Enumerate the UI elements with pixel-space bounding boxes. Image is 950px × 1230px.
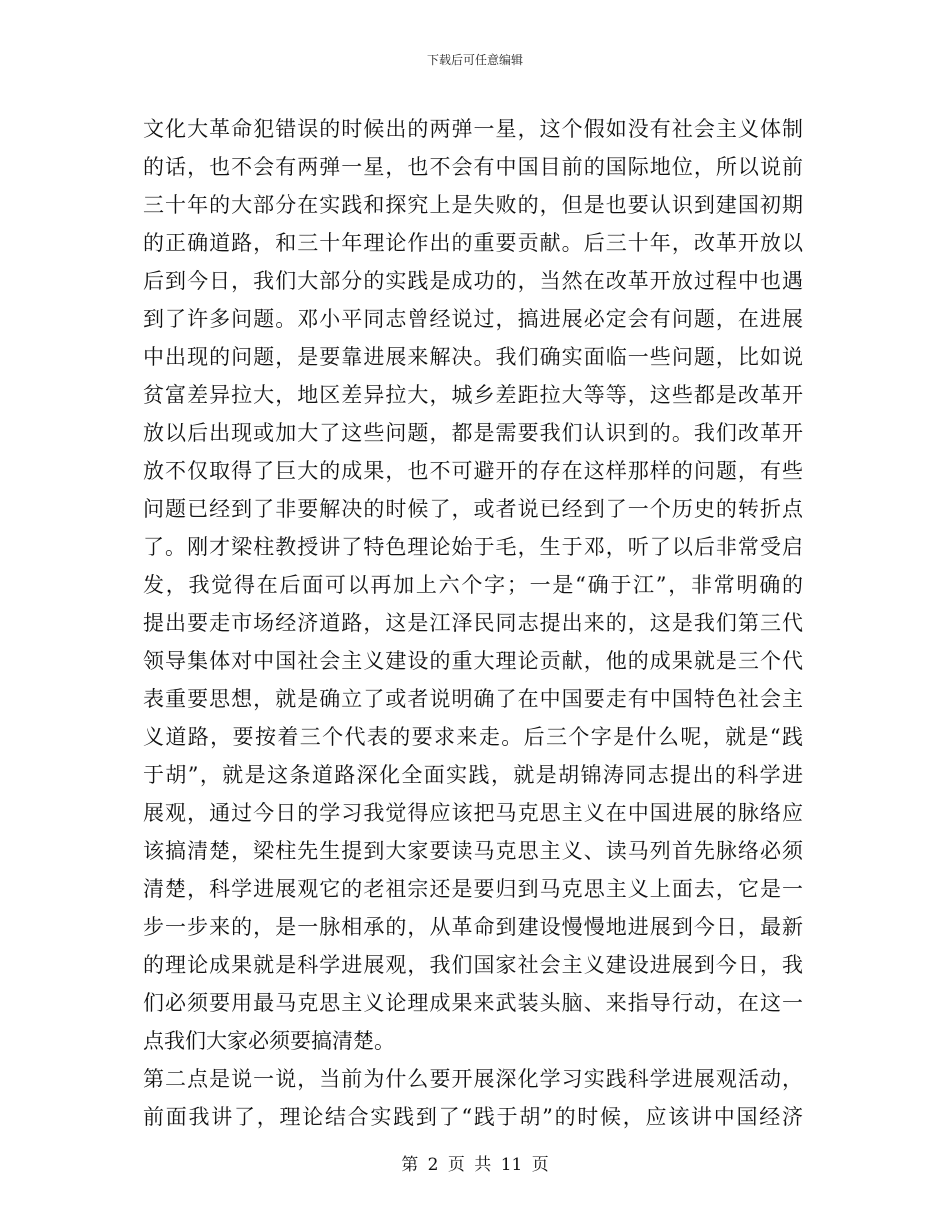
text-line: 后到今日，我们大部分的实践是成功的，当然在改革开放过程中也遇	[143, 269, 803, 293]
text-line: 文化大革命犯错误的时候出的两弹一星，这个假如没有社会主义体制	[143, 117, 803, 141]
text-line: 于胡”，就是这条道路深化全面实践，就是胡锦涛同志提出的科学进	[143, 763, 803, 787]
text-line: 提出要走市场经济道路，这是江泽民同志提出来的，这是我们第三代	[143, 611, 803, 635]
text-line: 放以后出现或加大了这些问题，都是需要我们认识到的。我们改革开	[143, 421, 803, 445]
text-line: 到了许多问题。邓小平同志曾经说过，搞进展必定会有问题，在进展	[143, 307, 803, 331]
text-line: 贫富差异拉大，地区差异拉大，城乡差距拉大等等，这些都是改革开	[143, 383, 803, 407]
text-line: 的正确道路，和三十年理论作出的重要贡献。后三十年，改革开放以	[143, 231, 803, 255]
page-header-note: 下载后可任意编辑	[426, 53, 523, 67]
text-line: 该搞清楚，梁柱先生提到大家要读马克思主义、读马列首先脉络必须	[143, 839, 803, 863]
text-line: 的话，也不会有两弹一星，也不会有中国目前的国际地位，所以说前	[143, 155, 803, 179]
text-line: 展观，通过今日的学习我觉得应该把马克思主义在中国进展的脉络应	[143, 801, 803, 825]
text-line: 中出现的问题，是要靠进展来解决。我们确实面临一些问题，比如说	[143, 345, 803, 369]
text-line: 点我们大家必须要搞清楚。	[143, 1029, 395, 1053]
text-line: 步一步来的，是一脉相承的，从革命到建设慢慢地进展到今日，最新	[143, 915, 803, 939]
text-line: 第二点是说一说，当前为什么要开展深化学习实践科学进展观活动，	[143, 1067, 803, 1091]
page-number-footer: 第 2 页 共 11 页	[401, 1155, 549, 1175]
text-line: 发，我觉得在后面可以再加上六个字；一是“确于江”，非常明确的	[143, 573, 803, 597]
text-line: 放不仅取得了巨大的成果，也不可避开的存在这样那样的问题，有些	[143, 459, 803, 483]
text-line: 三十年的大部分在实践和探究上是失败的，但是也要认识到建国初期	[143, 193, 803, 217]
text-line: 清楚，科学进展观它的老祖宗还是要归到马克思主义上面去，它是一	[143, 877, 803, 901]
text-line: 的理论成果就是科学进展观，我们国家社会主义建设进展到今日，我	[143, 953, 803, 977]
text-line: 问题已经到了非要解决的时候了，或者说已经到了一个历史的转折点	[143, 497, 803, 521]
text-line: 领导集体对中国社会主义建设的重大理论贡献，他的成果就是三个代	[143, 649, 803, 673]
text-line: 们必须要用最马克思主义论理成果来武装头脑、来指导行动，在这一	[143, 991, 803, 1015]
text-line: 前面我讲了，理论结合实践到了“践于胡”的时候，应该讲中国经济	[143, 1105, 803, 1129]
document-body	[143, 110, 803, 1136]
text-line: 了。刚才梁柱教授讲了特色理论始于毛，生于邓，听了以后非常受启	[143, 535, 803, 559]
text-line: 义道路，要按着三个代表的要求来走。后三个字是什么呢，就是“践	[143, 725, 803, 749]
text-line: 表重要思想，就是确立了或者说明确了在中国要走有中国特色社会主	[143, 687, 803, 711]
